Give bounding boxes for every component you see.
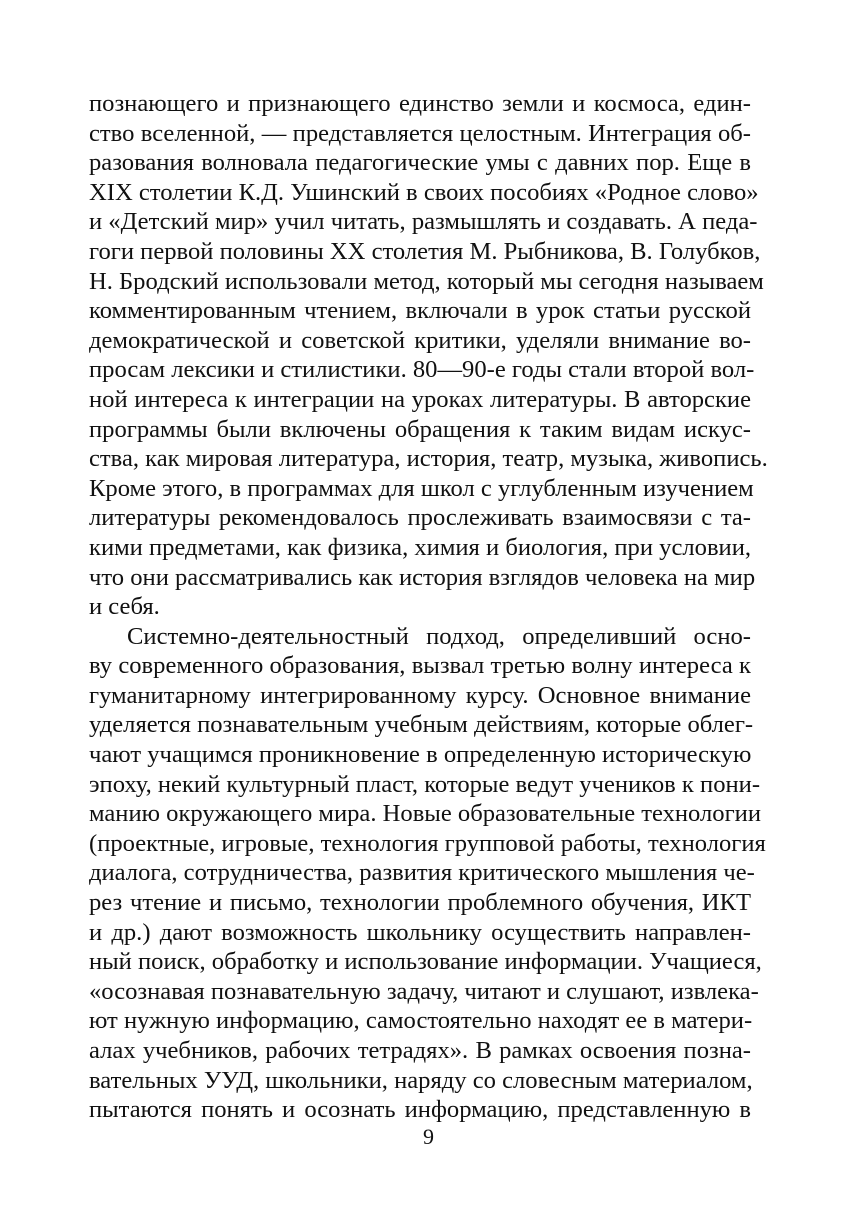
text-line: чают учащимся проникновение в определенную историческую: [89, 741, 752, 769]
text-line: вательных УУД, школьники, наряду со словесным материалом,: [89, 1066, 753, 1094]
text-line: ный поиск, обработку и использование информации. Учащиеся,: [89, 948, 762, 976]
text-line: что они рассматривались как история взглядов человека на мир: [89, 563, 756, 591]
text-line: уделяется познавательным учебным действиям, которые облег-: [89, 711, 754, 739]
paragraph-1: [89, 89, 768, 622]
text-line: и «Детский мир» учил читать, размышлять и создавать. А педа-: [89, 208, 758, 236]
text-line: гуманитарному интегрированному курсу. Основное внимание: [89, 681, 751, 709]
text-line: ву современного образования, вызвал третью волну интереса к: [89, 652, 751, 680]
text-line: литературы рекомендовалось прослеживать взаимосвязи с та-: [89, 504, 751, 532]
text-line: кими предметами, как физика, химия и биология, при условии,: [89, 533, 752, 561]
text-line: (проектные, игровые, технология групповой работы, технология: [89, 829, 766, 857]
body-text: [89, 89, 768, 1125]
text-line: ства, как мировая литература, история, театр, музыка, живопись.: [89, 445, 768, 473]
text-line: манию окружающего мира. Новые образовательные технологии: [89, 800, 762, 828]
text-line: пытаются понять и осознать информацию, представленную в: [89, 1096, 751, 1124]
text-line: демократической и советской критики, уделяли внимание во-: [89, 326, 751, 354]
text-line: Кроме этого, в программах для школ с углубленным изучением: [89, 474, 754, 502]
text-line: алах учебников, рабочих тетрадях». В рамках освоения позна-: [89, 1037, 751, 1064]
text-line: гоги первой половины XX столетия М. Рыбникова, В. Голубков,: [89, 237, 761, 265]
text-line: и себя.: [89, 593, 160, 621]
text-line: ют нужную информацию, самостоятельно находят ее в матери-: [89, 1007, 753, 1035]
text-line: «осознавая познавательную задачу, читают и слушают, извлека-: [89, 977, 759, 1005]
text-line: познающего и признающего единство земли и космоса, един-: [89, 90, 751, 117]
text-line: Системно-деятельностный подход, определивший осно-: [127, 622, 751, 650]
text-line: просам лексики и стилистики. 80—90-е годы стали второй вол-: [89, 356, 755, 384]
text-line: комментированным чтением, включали в урок статьи русской: [89, 297, 751, 325]
text-line: Н. Бродский использовали метод, который мы сегодня называем: [89, 267, 764, 295]
text-line: XIX столетии К.Д. Ушинский в своих пособиях «Родное слово»: [89, 178, 759, 206]
text-line: ство вселенной, — представляется целостным. Интеграция об-: [89, 119, 751, 147]
text-line: программы были включены обращения к таким видам искус-: [89, 415, 751, 443]
text-line: диалога, сотрудничества, развития критического мышления че-: [89, 859, 755, 887]
text-line: ной интереса к интеграции на уроках литературы. В авторские: [89, 385, 751, 413]
text-line: рез чтение и письмо, технологии проблемного обучения, ИКТ: [89, 889, 751, 917]
paragraph-2: [89, 622, 766, 1125]
text-line: и др.) дают возможность школьнику осуществить направлен-: [89, 918, 751, 946]
text-line: разования волновала педагогические умы с давних пор. Еще в: [89, 149, 751, 177]
text-line: эпоху, некий культурный пласт, которые ведут учеников к пони-: [89, 770, 761, 798]
page-number: 9: [423, 1124, 434, 1149]
